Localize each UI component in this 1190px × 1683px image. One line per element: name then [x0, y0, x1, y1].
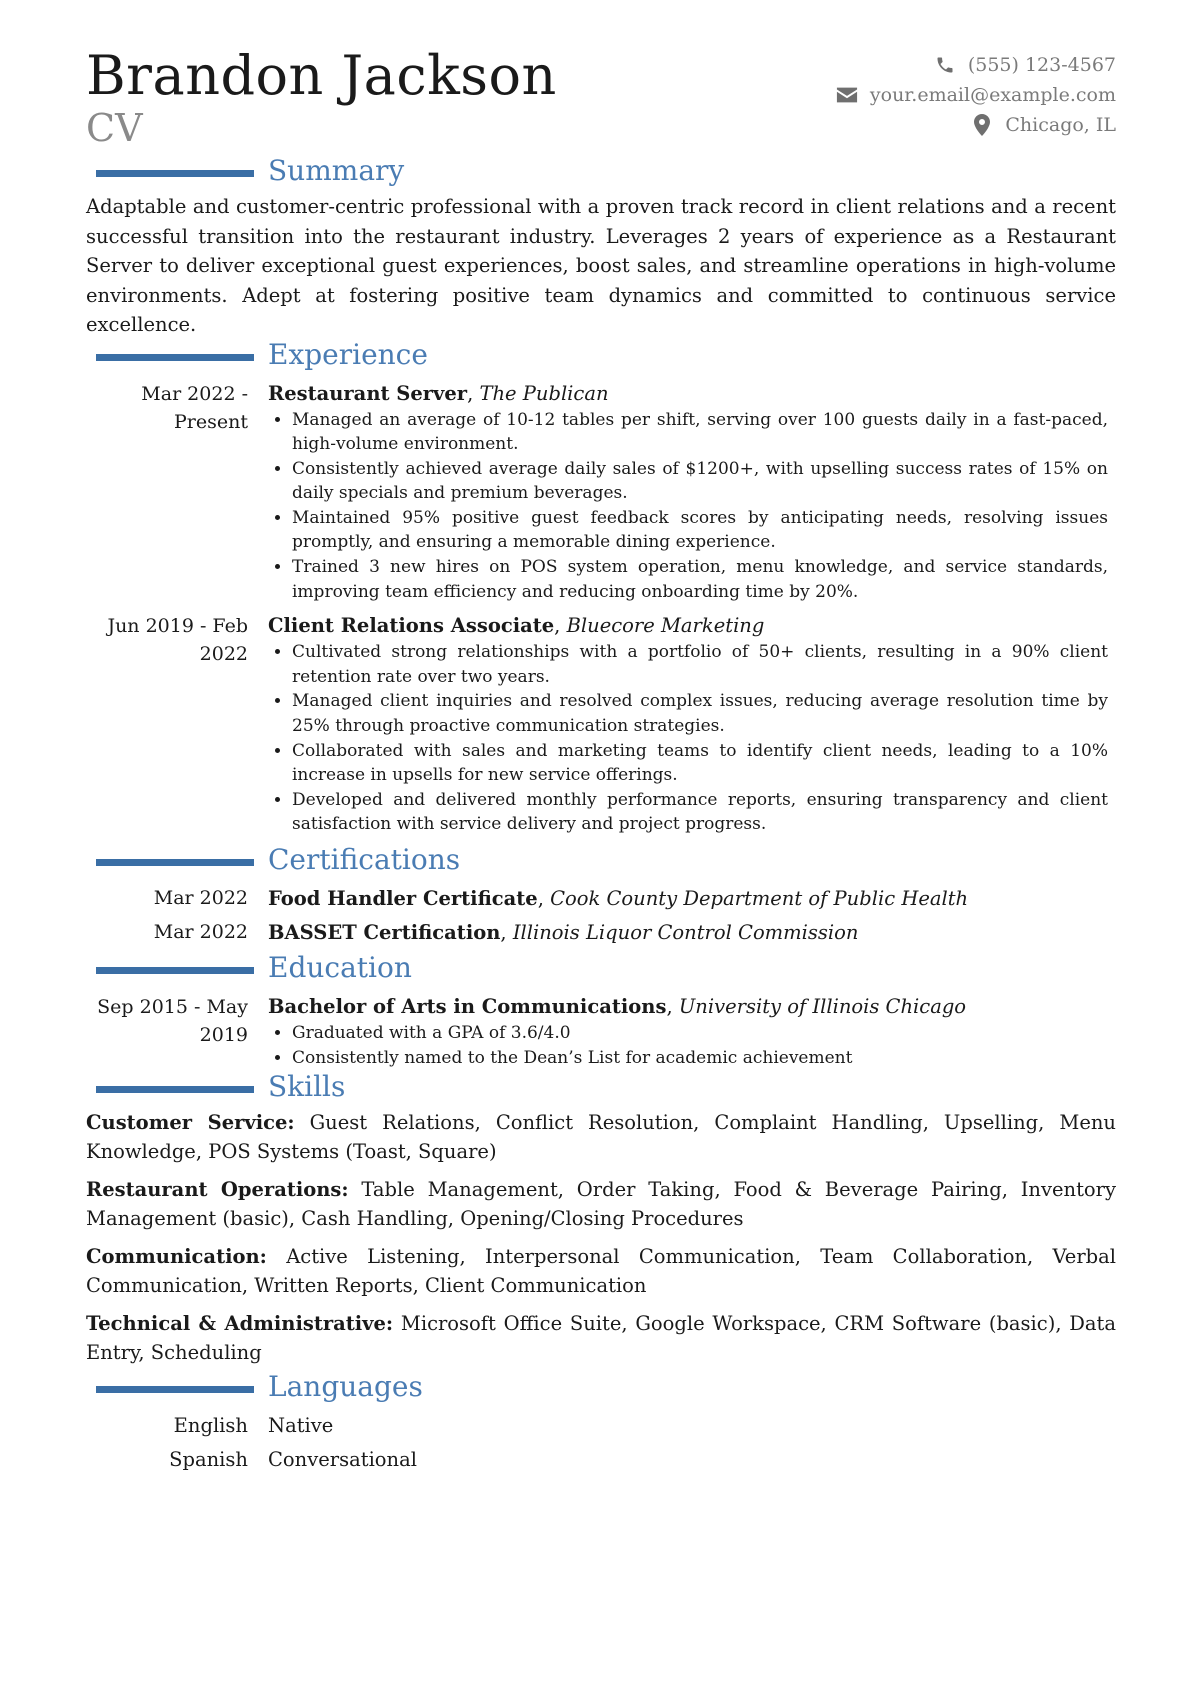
- skill-text: Guest Relations, Conflict Resolution, Complaint Handling, Upselling, Menu Knowledge, POS Systems (Toast, Square): [86, 1111, 1116, 1164]
- bullet-item: • Trained 3 new hires on POS system operation, menu knowledge, and service standards, improving team efficiency and reducing onboarding time by 20%.: [292, 555, 1108, 604]
- summary-text: Adaptable and customer-centric professional with a proven track record in client relations and a recent successful transition into the restaurant industry. Leverages 2 years of experience as a Restaurant Server to deliver exceptional guest experiences, boost sales, and streamline operations in high-volume environments. Adept at fostering positive team dynamics and committed to continuous service excellence.: [86, 195, 1116, 336]
- bullet-item: • Consistently achieved average daily sales of $1200+, with upselling success rates of 15% on daily specials and premium beverages.: [292, 457, 1108, 506]
- entry-heading: Client Relations Associate, Bluecore Marketing: [268, 614, 765, 638]
- cert-date: Mar 2022: [153, 921, 248, 943]
- language-level: Native: [268, 1413, 334, 1437]
- experience-entry: [86, 380, 1116, 605]
- entry-body: [268, 380, 1108, 605]
- phone-text[interactable]: (555) 123-4567: [967, 54, 1116, 76]
- skills-list: [86, 1108, 1116, 1367]
- language-name: English: [173, 1413, 248, 1437]
- employer: Bluecore Marketing: [566, 614, 765, 638]
- skill-text: Active Listening, Interpersonal Communication, Team Collaboration, Verbal Communication, Written Reports, Client Communication: [86, 1245, 1116, 1298]
- section-certifications-heading: [86, 843, 1116, 881]
- section-skills-heading: [86, 1070, 1116, 1108]
- contact-phone: [836, 50, 1116, 80]
- skill-label: Restaurant Operations:: [86, 1178, 349, 1202]
- skill-label: Communication:: [86, 1245, 267, 1269]
- section-languages-heading: [86, 1370, 1116, 1408]
- section-summary-heading: [86, 154, 1116, 192]
- skill-group: [86, 1242, 1116, 1300]
- entry-heading: Bachelor of Arts in Communications, University of Illinois Chicago: [268, 995, 967, 1018]
- entry-heading: Restaurant Server, The Publican: [268, 381, 609, 405]
- section-title: Certifications: [268, 843, 461, 876]
- bullet-item: • Maintained 95% positive guest feedback scores by anticipating needs, resolving issues promptly, and ensuring a memorable dining experience.: [292, 506, 1108, 555]
- section-bar: [96, 1086, 254, 1093]
- entry-date: Jun 2019 - Feb 2022: [107, 615, 248, 666]
- cert-text: BASSET Certification, Illinois Liquor Control Commission: [268, 920, 859, 944]
- skill-label: Technical & Administrative:: [86, 1312, 394, 1336]
- email-text[interactable]: your.email@example.com: [869, 84, 1116, 106]
- degree: Bachelor of Arts in Communications: [268, 995, 667, 1018]
- bullet-list: [268, 1021, 1108, 1070]
- envelope-icon: [836, 84, 858, 106]
- section-bar: [96, 1386, 254, 1393]
- bullet-list: [268, 640, 1108, 837]
- education-entry: [86, 993, 1116, 1070]
- bullet-item: • Graduated with a GPA of 3.6/4.0: [292, 1021, 1108, 1046]
- certification-row: [86, 915, 1116, 949]
- cv-header: [86, 44, 1116, 152]
- contact-location: [836, 110, 1116, 140]
- map-pin-icon: [971, 114, 993, 136]
- section-bar: [96, 354, 254, 361]
- contact-email: [836, 80, 1116, 110]
- contact-block: [836, 50, 1116, 140]
- cert-name: BASSET Certification: [268, 920, 501, 944]
- bullet-list: [268, 408, 1108, 605]
- bullet-item: • Collaborated with sales and marketing teams to identify client needs, leading to a 10% increase in upsells for new service offerings.: [292, 739, 1108, 788]
- skill-group: [86, 1108, 1116, 1166]
- document-subtitle: CV: [86, 106, 143, 150]
- cert-text: Food Handler Certificate, Cook County Department of Public Health: [268, 886, 969, 910]
- entry-body: [268, 612, 1108, 837]
- bullet-item: • Cultivated strong relationships with a portfolio of 50+ clients, resulting in a 90% client retention rate over two years.: [292, 640, 1108, 689]
- location-text: Chicago, IL: [1005, 114, 1116, 136]
- cert-date: Mar 2022: [153, 887, 248, 909]
- certification-row: [86, 881, 1116, 915]
- entry-body: [268, 993, 1108, 1070]
- bullet-item: • Developed and delivered monthly performance reports, ensuring transparency and client satisfaction with service delivery and project progress.: [292, 788, 1108, 837]
- section-experience-heading: [86, 337, 1116, 376]
- job-title: Restaurant Server: [268, 381, 468, 405]
- employer: The Publican: [479, 381, 609, 405]
- skill-text: Table Management, Order Taking, Food & Beverage Pairing, Inventory Management (basic), Cash Handling, Opening/Closing Procedures: [86, 1178, 1116, 1231]
- section-title: Skills: [268, 1070, 346, 1104]
- section-education-heading: [86, 951, 1116, 989]
- section-bar: [96, 859, 254, 866]
- entry-date: Sep 2015 - May 2019: [97, 996, 248, 1046]
- section-bar: [96, 967, 254, 974]
- phone-icon: [934, 54, 956, 76]
- skill-label: Customer Service:: [86, 1111, 295, 1135]
- language-row: [86, 1442, 1116, 1476]
- cert-issuer: Illinois Liquor Control Commission: [512, 920, 859, 944]
- cert-name: Food Handler Certificate: [268, 886, 538, 910]
- language-row: [86, 1408, 1116, 1442]
- school: University of Illinois Chicago: [678, 995, 967, 1018]
- bullet-item: • Consistently named to the Dean’s List for academic achievement: [292, 1046, 1108, 1071]
- entry-date: Mar 2022 - Present: [141, 382, 248, 433]
- skill-group: [86, 1309, 1116, 1367]
- section-title: Experience: [268, 337, 428, 371]
- bullet-item: • Managed an average of 10-12 tables per shift, serving over 100 guests daily in a fast-paced, high-volume environment.: [292, 408, 1108, 457]
- bullet-item: • Managed client inquiries and resolved complex issues, reducing average resolution time by 25% through proactive communication strategies.: [292, 689, 1108, 738]
- section-title: Languages: [268, 1370, 423, 1404]
- section-title: Summary: [268, 154, 405, 187]
- section-bar: [96, 170, 254, 177]
- candidate-name: Brandon Jackson: [86, 44, 557, 107]
- experience-entry: [86, 612, 1116, 837]
- language-name: Spanish: [169, 1447, 248, 1471]
- cert-issuer: Cook County Department of Public Health: [550, 886, 969, 910]
- job-title: Client Relations Associate: [268, 614, 555, 638]
- cv-page: [86, 44, 1116, 1476]
- skill-group: [86, 1175, 1116, 1233]
- language-level: Conversational: [268, 1447, 417, 1471]
- skill-text: Microsoft Office Suite, Google Workspace, CRM Software (basic), Data Entry, Scheduling: [86, 1312, 1116, 1365]
- section-title: Education: [268, 951, 412, 984]
